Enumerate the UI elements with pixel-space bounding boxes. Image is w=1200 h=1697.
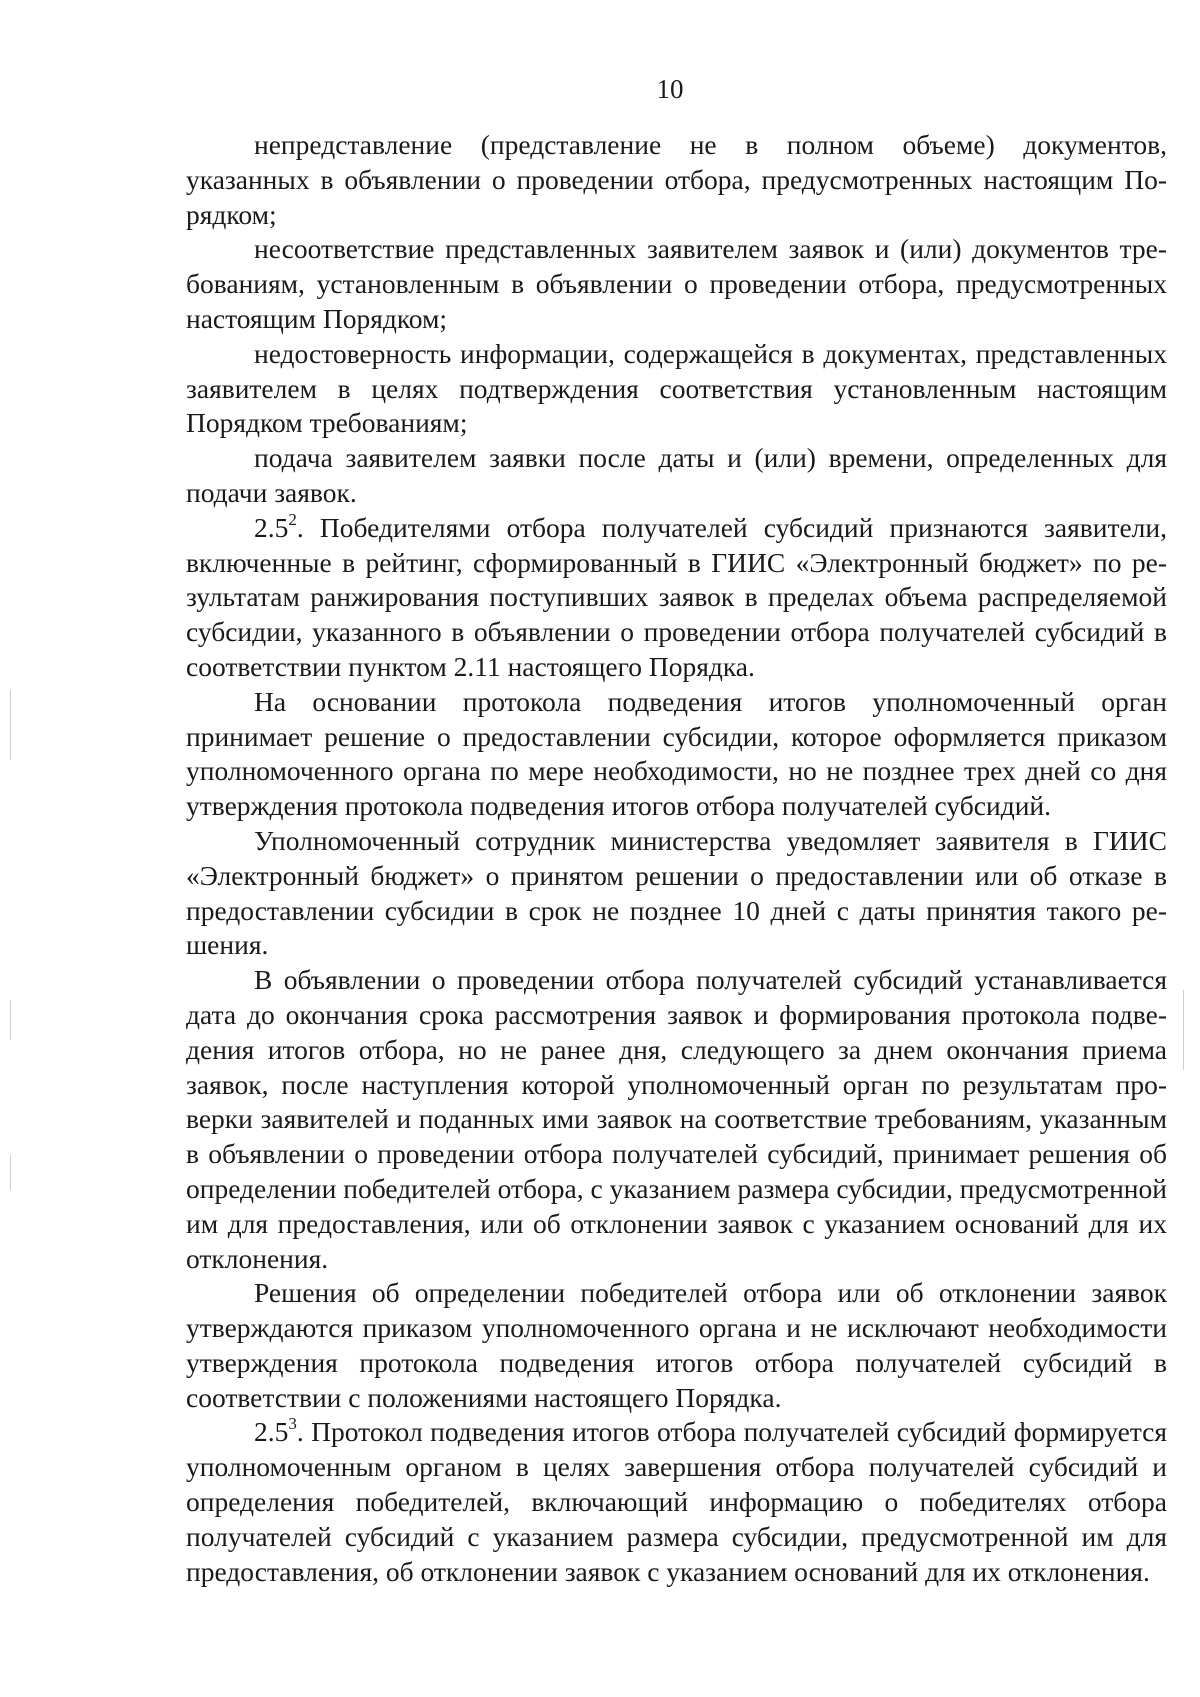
clause-number: 2.5 — [254, 1416, 289, 1448]
paragraph-9 — [186, 1276, 1167, 1415]
paragraph-text: недостоверность информации, содержащейся в документах, представленных заявителем в целях подтверждения соответствия установленным настоящим Порядком требованиям; — [186, 337, 1167, 439]
paragraph-text: Уполномоченный сотрудник министерства уведомляет заявителя в ГИИС «Электронный бюджет» о принятом решении о предоставлении или об отказе в предоставлении субсидии в срок не позднее 10 дней с даты принятия такого решения. — [186, 824, 1167, 961]
page-number: 10 — [656, 74, 684, 104]
paragraph-text: . Победителями отбора получателей субсидий признаются заявители, включенные в рейтинг, сформированный в ГИИС «Электронный бюджет» по результатам ранжирования поступивших заявок в пределах объема распределяемой субсидии, указанного в объявлении о проведении отбора получателей субсидий в соответствии пунктом 2.11 настоящего Порядка. — [186, 511, 1167, 682]
scan-margin-mark — [1183, 990, 1184, 1070]
paragraph-text: В объявлении о проведении отбора получателей субсидий устанавливается дата до окончания срока рассмотрения заявок и формирования протокола подведения итогов отбора, но не ранее дня, следующего за днем окончания приема заявок, после наступления которой уполномоченный орган по результатам проверки заявителей и поданных ими заявок на соответствие требованиям, указанным в объявлении о проведении отбора получателей субсидий, принимает решения об определении победителей отбора, с указанием размера субсидии, предусмотренной им для предоставления, или об отклонении заявок с указанием оснований для их отклонения. — [186, 964, 1167, 1274]
clause-superscript: 2 — [288, 509, 297, 529]
paragraph-8 — [186, 963, 1167, 1276]
scan-margin-mark — [10, 1155, 11, 1190]
paragraph-text: подача заявителем заявки после даты и (или) времени, определенных для подачи заявок. — [186, 442, 1167, 508]
paragraph-10 — [186, 1415, 1167, 1589]
scan-margin-mark — [10, 690, 11, 760]
paragraph-5 — [186, 511, 1167, 685]
paragraph-text: непредставление (представление не в полном объеме) документов, указанных в объявлении о проведении отбора, предусмотренных настоящим Порядком; — [186, 129, 1167, 230]
scan-margin-mark — [10, 1000, 11, 1040]
paragraph-text: На основании протокола подведения итогов уполномоченный орган принимает решение о предоставлении субсидии, которое оформляется приказом уполномоченного органа по мере необходимости, но не позднее трех дней со дня утверждения протокола подведения итогов отбора получателей субсидий. — [186, 685, 1167, 822]
paragraph-6 — [186, 685, 1167, 824]
paragraph-text: . Протокол подведения итогов отбора получателей субсидий формируется уполномоченным органом в целях завершения отбора получателей субсидий и определения победителей, включающий информацию о победителях отбора получателей субсидий с указанием размера субсидии, предусмотренной им для предоставления, об отклонении заявок с указанием оснований для их отклонения. — [186, 1416, 1167, 1587]
clause-number: 2.5 — [254, 511, 289, 543]
paragraph-2 — [186, 232, 1167, 336]
paragraph-text: несоответствие представленных заявителем заявок и (или) документов требованиям, установленным в объявлении о проведении отбора, предусмотренных настоящим Порядком; — [186, 233, 1167, 334]
paragraph-4 — [186, 441, 1167, 511]
paragraph-3 — [186, 337, 1167, 441]
paragraph-7 — [186, 824, 1167, 963]
document-body — [186, 128, 1167, 1589]
paragraph-1 — [186, 128, 1167, 232]
clause-superscript: 3 — [288, 1414, 297, 1434]
paragraph-text: Решения об определении победителей отбора или об отклонении заявок утверждаются приказом уполномоченного органа и не исключают необходимости утверждения протокола подведения итогов отбора получателей субсидий в соответствии с положениями настоящего Порядка. — [186, 1277, 1167, 1413]
